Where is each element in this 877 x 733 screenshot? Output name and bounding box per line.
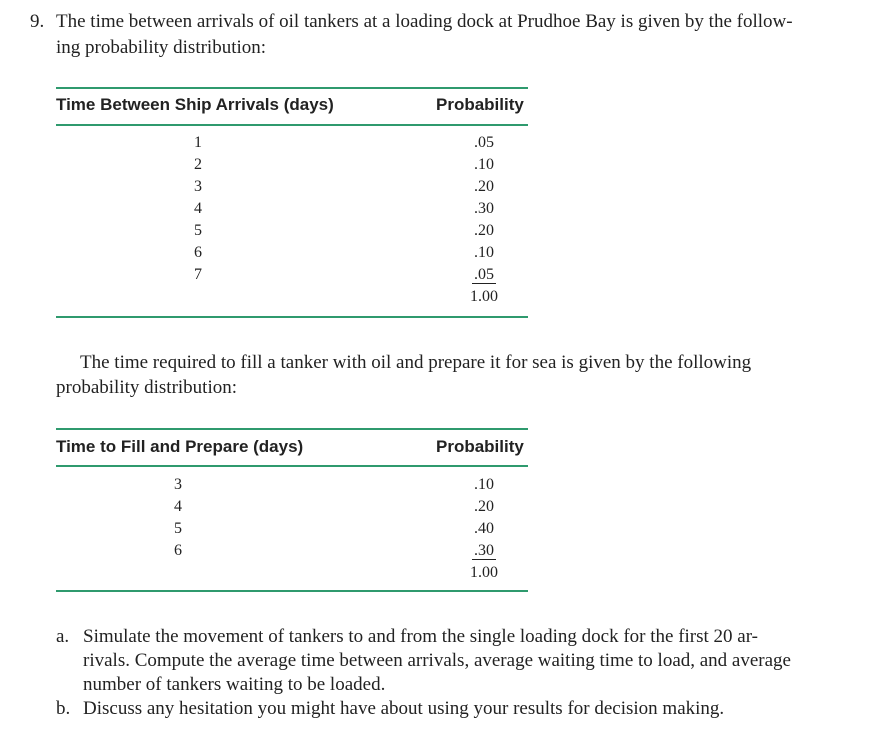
paragraph-line-2: probability distribution: [56,377,238,398]
table2-total: 1.00 [470,564,498,581]
table-cell: 5 [174,520,182,537]
table-cell-last [454,540,514,562]
table-cell: 1 [194,134,202,151]
table2-header-probability: Probability [436,437,524,456]
table1-header-probability: Probability [436,95,524,114]
table-cell: .40 [474,520,494,537]
table-cell: 4 [194,200,202,217]
table-cell: 5 [194,222,202,239]
table2-header-rule [56,465,528,467]
table1-probability-column [454,132,514,308]
table1-days-column [178,132,218,286]
table2-probability-column [454,474,514,584]
table2-bottom-rule [56,590,528,592]
underlined-value: .30 [474,542,494,559]
table-cell: .05 [474,134,494,151]
table2-header-days: Time to Fill and Prepare (days) [56,437,304,456]
table1-top-rule [56,87,528,89]
part-b-label: b. [56,698,71,719]
table-cell: 4 [174,498,182,515]
table-cell: 3 [174,476,182,493]
problem-number: 9. [30,11,45,32]
table2-days-column [158,474,198,562]
table-cell: .20 [474,498,494,515]
table-cell: 3 [194,178,202,195]
part-a-label: a. [56,626,70,647]
part-a-line-2: rivals. Compute the average time between arrivals, average waiting time to load, and average [83,650,791,671]
problem-text-line-1: The time between arrivals of oil tankers at a loading dock at Prudhoe Bay is given by the follow- [56,11,793,32]
table-cell: .10 [474,156,494,173]
table-cell: 6 [174,542,182,559]
table2-top-rule [56,428,528,430]
table-cell: .10 [474,476,494,493]
table-cell: .30 [474,200,494,217]
part-b-line-1: Discuss any hesitation you might have about using your results for decision making. [83,698,725,719]
table-cell: 7 [194,266,202,283]
table-cell-last [454,264,514,286]
table-cell: .10 [474,244,494,261]
table1-header-days: Time Between Ship Arrivals (days) [56,95,334,114]
table-cell: 6 [194,244,202,261]
table1-bottom-rule [56,316,528,318]
paragraph-line-1: The time required to fill a tanker with oil and prepare it for sea is given by the following [80,352,752,373]
table-cell: .20 [474,178,494,195]
problem-text-line-2: ing probability distribution: [56,37,267,58]
underlined-value: .05 [474,266,494,283]
table1-header-rule [56,124,528,126]
table1-total: 1.00 [470,288,498,305]
table-cell: .20 [474,222,494,239]
part-a-line-3: number of tankers waiting to be loaded. [83,674,386,695]
table-cell: 2 [194,156,202,173]
part-a-line-1: Simulate the movement of tankers to and from the single loading dock for the first 20 ar- [83,626,759,647]
